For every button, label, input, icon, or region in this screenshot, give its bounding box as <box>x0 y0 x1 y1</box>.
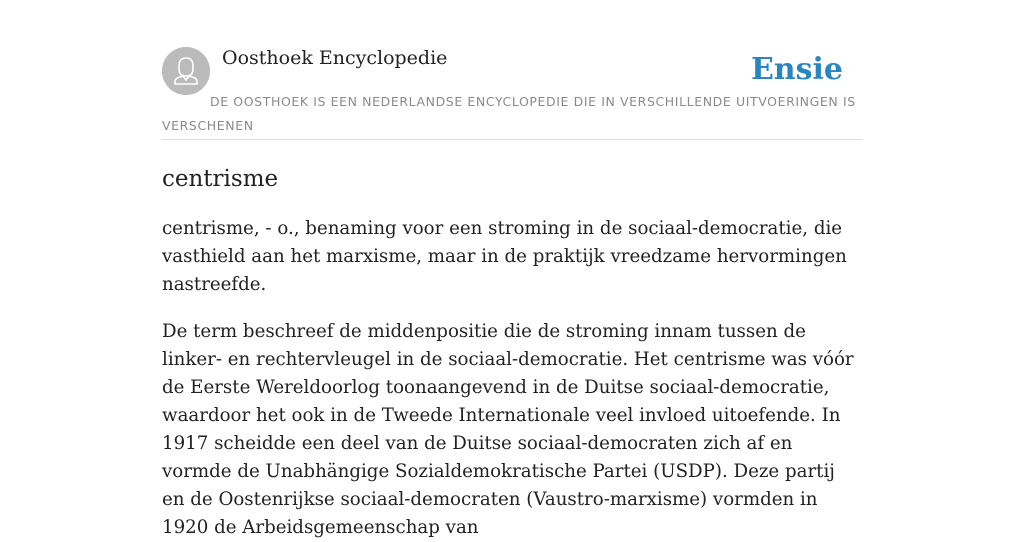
page <box>162 0 862 542</box>
site-tagline: DE OOSTHOEK IS EEN NEDERLANDSE ENCYCLOPEDIE DIE IN VERSCHILLENDE UITVOERINGEN IS VERSCHENEN <box>162 94 856 133</box>
entry-paragraph-1: centrisme, - o., benaming voor een stroming in de sociaal-democratie, die vasthield aan het marxisme, maar in de praktijk vreedzame hervormingen nastreefde. <box>162 218 847 295</box>
author-avatar[interactable] <box>162 47 210 95</box>
entry-body <box>162 215 862 542</box>
header <box>162 46 862 140</box>
brand-logo[interactable]: Ensie <box>750 52 843 87</box>
user-icon <box>162 47 210 95</box>
entry-title: centrisme <box>162 166 279 192</box>
entry-paragraph-2: De term beschreef de middenpositie die de stroming innam tussen de linker- en rechtervleugel in de sociaal-democratie. Het centrisme was vóór de Eerste Wereldoorlog toonaangevend in de Duitse sociaal-democratie, waardoor het ook in de Tweede Internationale veel invloed uitoefende. In 1917 scheidde een deel van de Duitse sociaal-democraten zich af en vormde de Unabhängige Sozialdemokratische Partei (USDP). Deze partij en de Oostenrijkse sociaal-democraten (Vaustro-marxisme) vormden in 1920 de Arbeidsgemeenschap van <box>162 321 854 538</box>
site-name[interactable]: Oosthoek Encyclopedie <box>222 47 448 69</box>
